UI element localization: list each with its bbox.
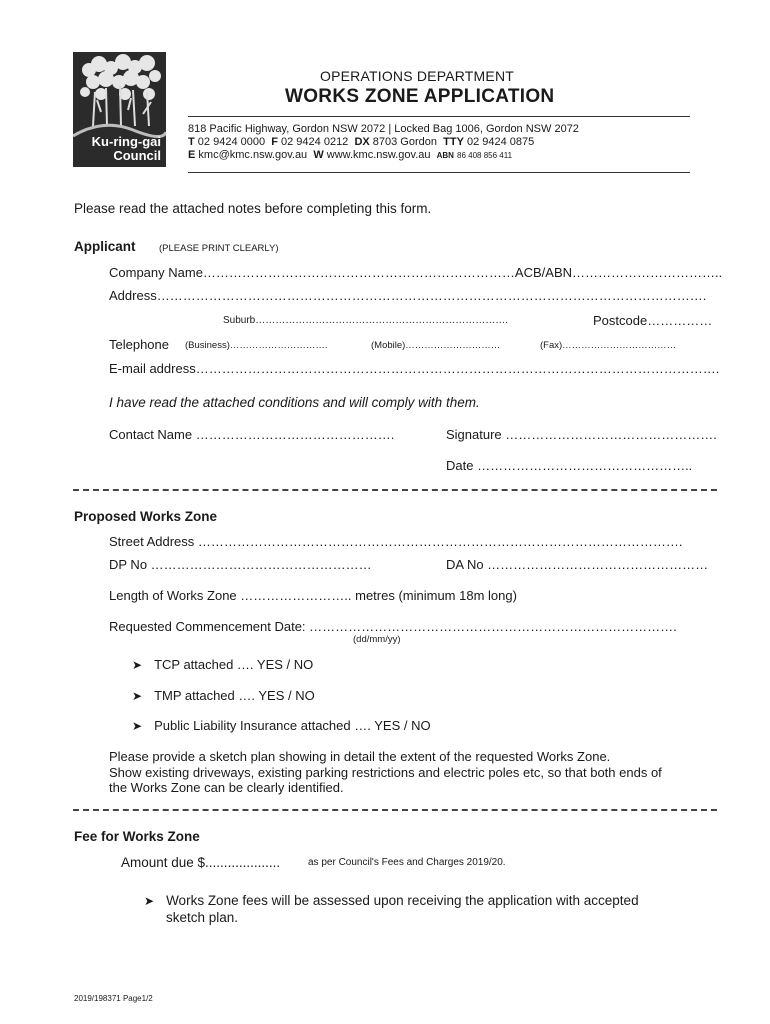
department-name: OPERATIONS DEPARTMENT xyxy=(320,68,514,84)
section-divider-2 xyxy=(73,809,717,811)
contact-name-field[interactable]: Contact Name ………………………………………. xyxy=(109,427,395,442)
arrow-bullet-icon: ➤ xyxy=(144,894,155,908)
fax-value: 02 9424 0212 xyxy=(281,136,349,148)
tty-value: 02 9424 0875 xyxy=(466,136,535,148)
council-logo xyxy=(73,52,166,167)
business-phone-field[interactable]: (Business)…………………………. xyxy=(185,340,328,351)
email-label: E xyxy=(188,149,196,161)
web-value: www.kmc.nsw.gov.au xyxy=(326,149,431,161)
fax-label: F xyxy=(271,136,278,148)
logo-line-2: Council xyxy=(113,148,161,163)
fee-assessment-note xyxy=(144,893,639,908)
insurance-check-item[interactable] xyxy=(132,718,431,733)
abn-value: 86 408 856 411 xyxy=(457,151,513,160)
mobile-phone-field[interactable]: (Mobile)………………………… xyxy=(371,340,501,351)
header-rule-bottom xyxy=(188,172,690,173)
tmp-check-item[interactable] xyxy=(132,688,315,703)
form-title: WORKS ZONE APPLICATION xyxy=(285,86,555,107)
council-web-line xyxy=(188,149,512,162)
print-clearly-note: (PLEASE PRINT CLEARLY) xyxy=(159,243,279,254)
insurance-check-label: Public Liability Insurance attached …. YES / NO xyxy=(154,718,431,733)
telephone-label: Telephone xyxy=(109,337,169,352)
email-field[interactable]: E-mail address…………………………………………………………………………………………………………. xyxy=(109,361,720,376)
council-address: 818 Pacific Highway, Gordon NSW 2072 | Locked Bag 1006, Gordon NSW 2072 xyxy=(188,123,579,135)
email-value: kmc@kmc.nsw.gov.au xyxy=(198,149,308,161)
arrow-bullet-icon: ➤ xyxy=(132,658,143,672)
sketch-instructions-2: Show existing driveways, existing parking restrictions and electric poles etc, so that both ends of xyxy=(109,765,662,780)
amount-due-note: as per Council's Fees and Charges 2019/20. xyxy=(308,857,506,868)
council-phone-line xyxy=(188,136,534,149)
length-field[interactable]: Length of Works Zone …………………….. metres (minimum 18m long) xyxy=(109,588,517,603)
web-label: W xyxy=(313,149,324,161)
page-footer: 2019/198371 Page1/2 xyxy=(74,994,153,1003)
postcode-field[interactable]: Postcode…………… xyxy=(593,313,713,328)
phone-value: 02 9424 0000 xyxy=(197,136,266,148)
street-address-field[interactable]: Street Address …………………………………………………………………………………………………. xyxy=(109,534,683,549)
fee-note-line-2: sketch plan. xyxy=(166,910,239,925)
arrow-bullet-icon: ➤ xyxy=(132,689,143,703)
header-rule-top xyxy=(188,116,690,117)
tty-label: TTY xyxy=(443,136,464,148)
da-no-field[interactable]: DA No …………………………………………… xyxy=(446,557,709,572)
address-field[interactable]: Address………………………………………………………………………………………………………………. xyxy=(109,288,707,303)
date-field[interactable]: Date ………………………………………….. xyxy=(446,458,693,473)
dx-label: DX xyxy=(354,136,370,148)
logo-line-1: Ku-ring-gai xyxy=(91,134,161,149)
declaration-text: I have read the attached conditions and will comply with them. xyxy=(109,395,480,410)
tmp-check-label: TMP attached …. YES / NO xyxy=(154,688,315,703)
abn-label: ABN xyxy=(436,151,454,160)
commencement-date-field[interactable]: Requested Commencement Date: …………………………………………………………………………. xyxy=(109,619,677,634)
phone-label: T xyxy=(188,136,195,148)
suburb-field[interactable]: Suburb…………………………………………………………………. xyxy=(223,315,509,326)
fax-field[interactable]: (Fax)……………………………… xyxy=(540,340,677,351)
sketch-instructions-3: the Works Zone can be clearly identified. xyxy=(109,780,344,795)
signature-field[interactable]: Signature …………………………………………. xyxy=(446,427,717,442)
sketch-instructions-1: Please provide a sketch plan showing in detail the extent of the requested Works Zone. xyxy=(109,749,611,764)
date-format-hint: (dd/mm/yy) xyxy=(353,634,401,645)
dp-no-field[interactable]: DP No …………………………………………… xyxy=(109,557,372,572)
works-zone-heading: Proposed Works Zone xyxy=(74,509,218,524)
tcp-check-item[interactable] xyxy=(132,657,313,672)
intro-text: Please read the attached notes before completing this form. xyxy=(74,201,432,216)
fee-heading: Fee for Works Zone xyxy=(74,829,200,844)
arrow-bullet-icon: ➤ xyxy=(132,719,143,733)
section-divider-1 xyxy=(73,489,717,491)
tcp-check-label: TCP attached …. YES / NO xyxy=(154,657,314,672)
amount-due-field[interactable]: Amount due $.................... xyxy=(121,855,281,870)
fee-note-line-1: Works Zone fees will be assessed upon receiving the application with accepted xyxy=(166,893,639,908)
company-name-field[interactable]: Company Name………………………………………………………………ACB/ABN…………………………….. xyxy=(109,265,723,280)
applicant-heading: Applicant xyxy=(74,239,136,254)
dx-value: 8703 Gordon xyxy=(372,136,437,148)
